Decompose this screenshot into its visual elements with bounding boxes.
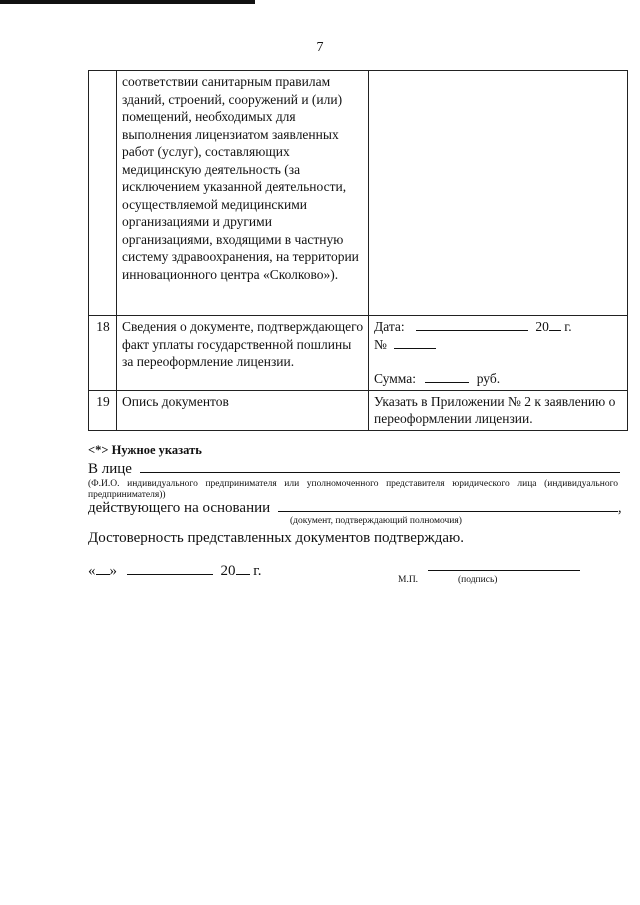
in-person-label: В лице: [88, 461, 132, 477]
row-value-cell: [369, 71, 628, 316]
date-year-suffix: г.: [253, 563, 262, 579]
sum-blank: [425, 370, 469, 383]
number-label: №: [374, 336, 387, 352]
sum-label: Сумма:: [374, 371, 416, 386]
page-number: 7: [316, 40, 324, 55]
confirmation-text: Достоверность представленных документов подтверждаю.: [88, 530, 464, 546]
table-row: [89, 390, 628, 430]
date-label: Дата:: [374, 319, 405, 334]
footnote: <*> Нужное указать: [88, 443, 202, 457]
date-open-quote: «: [88, 563, 96, 579]
year-suffix: г.: [564, 319, 572, 334]
acting-basis-blank: [278, 499, 618, 512]
number-blank: [394, 336, 436, 349]
acting-basis-line: [88, 499, 622, 517]
in-person-caption: (Ф.И.О. индивидуального предпринимателя или уполномоченного представителя юридического лица (индивидуального предпринимателя)): [88, 479, 618, 500]
signature-caption: (подпись): [458, 575, 498, 585]
date-year: 20: [220, 563, 236, 579]
day-blank: [96, 562, 110, 575]
payment-details-cell: [369, 316, 628, 391]
row-number-cell: [89, 71, 117, 316]
acting-basis-caption: (документ, подтверждающий полномочия): [290, 516, 462, 526]
signature-date-line: [88, 562, 261, 580]
table-row: [89, 71, 628, 316]
table-row: [89, 316, 628, 391]
date-year-blank: [236, 562, 250, 575]
row-number: 18: [89, 316, 117, 391]
row-number: 19: [89, 390, 117, 430]
row-value: Указать в Приложении № 2 к заявлению о переоформлении лицензии.: [369, 390, 628, 430]
in-person-blank: [140, 460, 620, 473]
form-table: [88, 70, 628, 431]
acting-basis-label: действующего на основании: [88, 500, 271, 516]
year-blank: [549, 318, 561, 331]
year-label: 20: [535, 319, 549, 334]
row-description: Опись документов: [117, 390, 369, 430]
acting-basis-comma: ,: [617, 500, 622, 516]
month-blank: [127, 562, 213, 575]
signature-line: [428, 570, 580, 571]
sum-unit: руб.: [476, 371, 501, 386]
row-description: соответствии санитарным правилам зданий, строений, сооружений и (или) помещений, необходимых для выполнения лицензиатом заявленных работ (услуг), составляющих медицинскую деятельность (за исключением указанной деятельности, осуществляемой медицинскими организациями и другими организациями, входящими в частную систему здравоохранения, на территории инновационного центра «Сколково»).: [117, 71, 369, 316]
date-blank: [416, 318, 528, 331]
top-rule: [0, 0, 255, 4]
row-description: Сведения о документе, подтверждающего факт уплаты государственной пошлины за переоформление лицензии.: [117, 316, 369, 391]
in-person-line: [88, 460, 620, 501]
date-close-quote: »: [109, 563, 117, 579]
stamp-place-label: М.П.: [398, 575, 419, 585]
